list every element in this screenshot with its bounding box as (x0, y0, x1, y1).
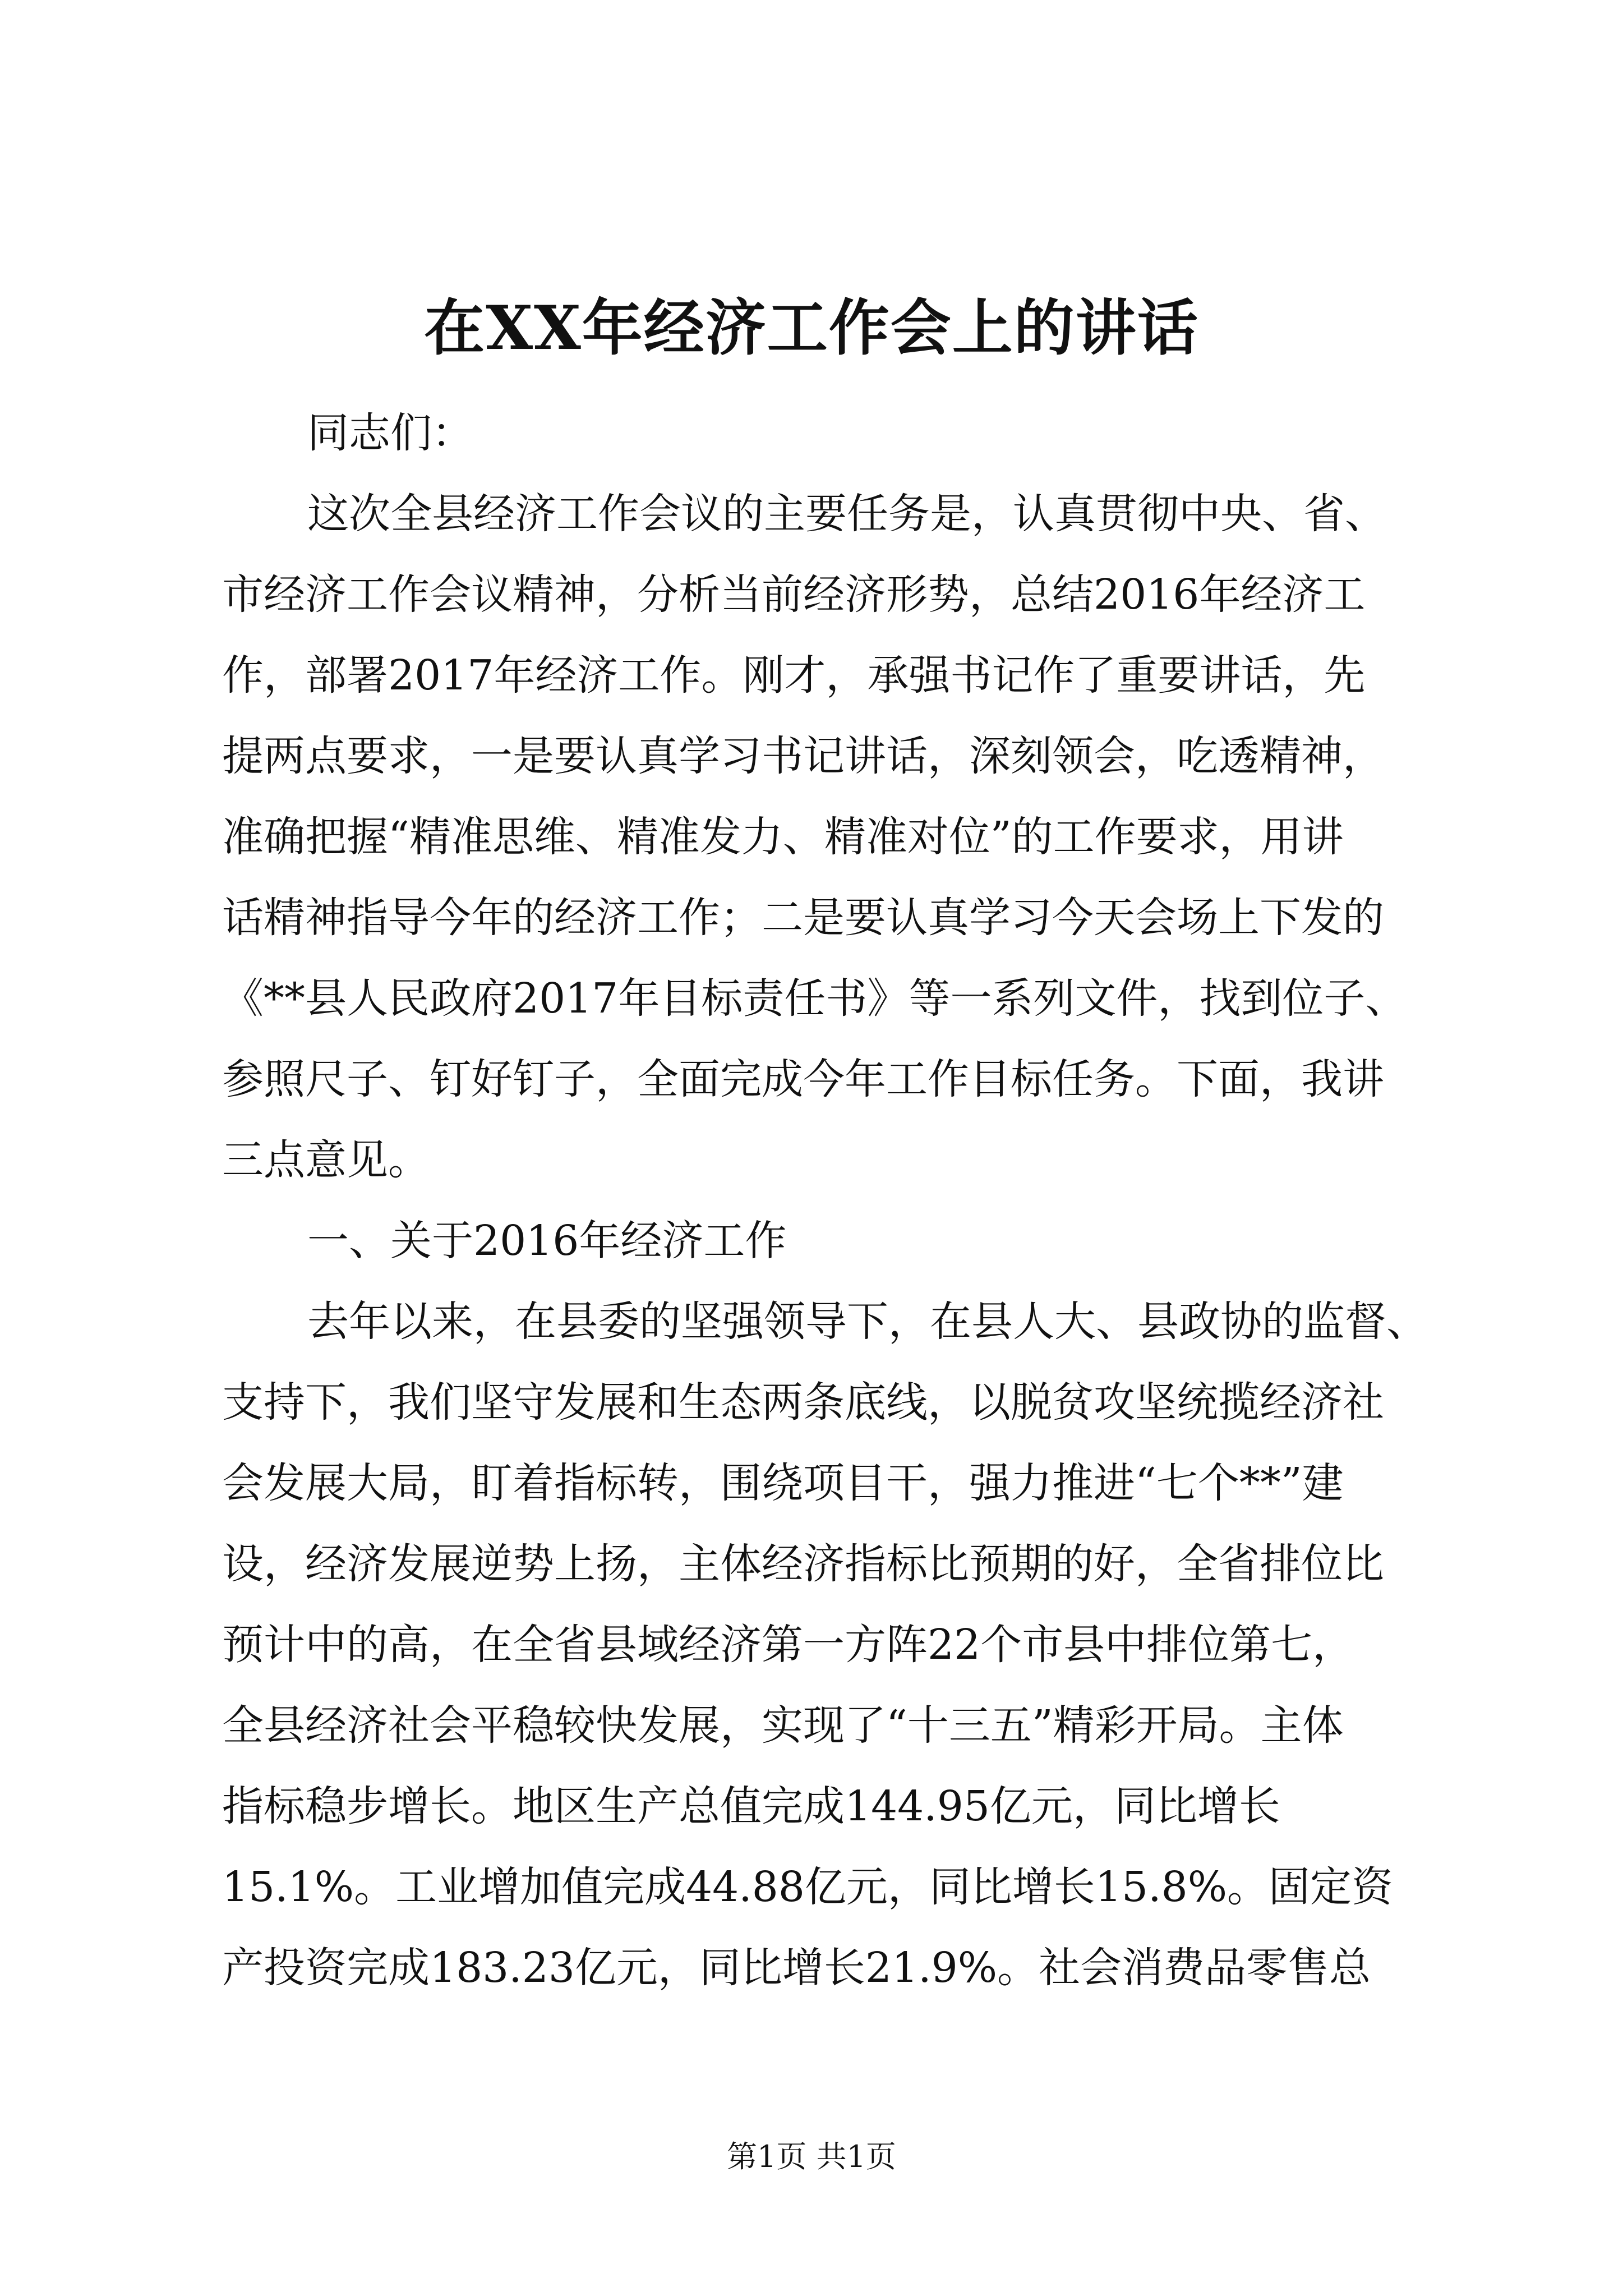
paragraph-line: 预计中的高，在全省县域经济第一方阵22个市县中排位第七， (222, 1621, 1354, 1669)
paragraph-line: 这次全县经济工作会议的主要任务是，认真贯彻中央、省、 (307, 490, 1386, 538)
paragraph-line: 支持下，我们坚守发展和生态两条底线，以脱贫攻坚统揽经济社 (222, 1378, 1384, 1427)
document-body (222, 393, 1433, 2008)
paragraph-line: 指标稳步增长。地区生产总值完成144.95亿元，同比增长 (222, 1782, 1280, 1830)
paragraph-line: 话精神指导今年的经济工作；二是要认真学习今天会场上下发的 (222, 894, 1384, 942)
paragraph-line: 15.1%。工业增加值完成44.88亿元，同比增长15.8%。固定资 (222, 1863, 1394, 1911)
paragraph-line: 设，经济发展逆势上扬，主体经济指标比预期的好，全省排位比 (222, 1540, 1384, 1588)
paragraph-line: 《**县人民政府2017年目标责任书》等一系列文件，找到位子、 (222, 974, 1407, 1023)
paragraph-line: 去年以来，在县委的坚强领导下，在县人大、县政协的监督、 (307, 1297, 1428, 1346)
paragraph-line: 提两点要求，一是要认真学习书记讲话，深刻领会，吃透精神， (222, 732, 1384, 780)
paragraph-line: 三点意见。 (222, 1136, 430, 1184)
paragraph-line: 参照尺子、钉好钉子，全面完成今年工作目标任务。下面，我讲 (222, 1055, 1384, 1103)
section-heading: 一、关于2016年经济工作 (307, 1217, 787, 1265)
paragraph-line: 准确把握“精准思维、精准发力、精准对位”的工作要求，用讲 (222, 813, 1344, 861)
paragraph-line: 市经济工作会议精神，分析当前经济形势，总结2016年经济工 (222, 570, 1366, 619)
paragraph-line: 产投资完成183.23亿元，同比增长21.9%。社会消费品零售总 (222, 1944, 1371, 1992)
greeting: 同志们： (307, 409, 473, 457)
paragraph-line: 全县经济社会平稳较快发展，实现了“十三五”精彩开局。主体 (222, 1701, 1344, 1750)
paragraph-line: 会发展大局，盯着指标转，围绕项目干，强力推进“七个**”建 (222, 1459, 1344, 1507)
paragraph-line: 作，部署2017年经济工作。刚才，承强书记作了重要讲话，先 (222, 651, 1366, 700)
page-footer: 第1页 共1页 (727, 2139, 896, 2174)
document-title: 在XX年经济工作会上的讲话 (424, 293, 1199, 364)
